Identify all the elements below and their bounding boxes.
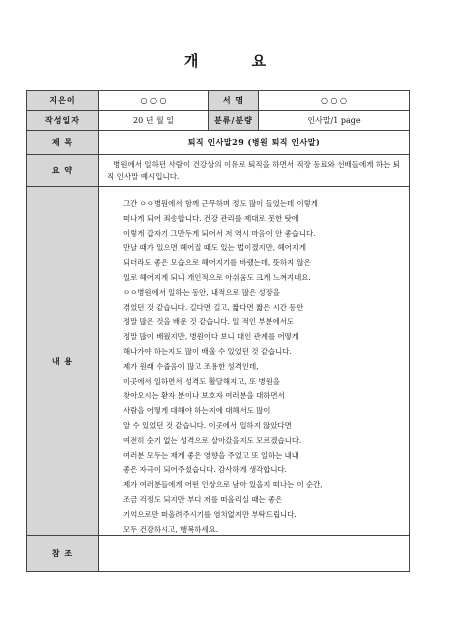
category-value: 인사말/1 page [259,111,410,131]
subject-row [27,131,410,155]
category-label: 분류/분량 [209,111,259,131]
content-line: 찾아오시는 환자 분이나 보호자 여러분을 대하면서 [123,391,285,401]
content-line: 이렇게 갑자기 그만두게 되어서 저 역시 마음이 안 좋습니다. [123,228,316,238]
date-label: 작성일자 [27,111,99,131]
content-line: ㅇㅇ병원에서 일하는 동안, 내적으로 많은 성장을 [123,287,280,297]
author-value: ○ ○ ○ [99,91,209,111]
content-line: 해나가야 하는지도 많이 배울 수 있었던 것 같습니다. [123,346,292,356]
content-line: 제가 여러분들에게 어떤 인상으로 남아 있을지 떠나는 이 순간, [123,480,323,490]
content-line: 그간 ㅇㅇ병원에서 함께 근무하며 정도 많이 들었는데 이렇게 [123,199,318,208]
reference-row [27,536,410,572]
summary-row [27,155,410,187]
content-line: 사람을 어떻게 대해야 하는지에 대해서도 많이 [123,406,271,416]
document-title: 개 요 [183,52,291,70]
date-value: 20 년 월 일 [99,111,209,131]
summary-label: 요 약 [27,155,99,187]
date-row [27,111,410,131]
subject-value: 퇴직 인사말29 (병원 퇴직 인사말) [99,131,410,155]
content-line: 제가 원래 수줍음이 많고 조용한 성격인데, [123,361,259,371]
content-line: 모두 건강하시고, 행복하세요. [123,524,219,534]
content-line: 좋은 자극이 되어주셨습니다. 감사하게 생각합니다. [123,465,288,475]
content-label: 내 용 [27,187,99,536]
content-line: 이곳에서 일하면서 성격도 활달해지고, 또 병원을 [123,376,280,386]
content-line: 되더라도 좋은 모습으로 헤어지기를 바랬는데, 뜻하지 않은 [123,258,311,268]
content-line: 알 수 있었던 것 같습니다. 이곳에서 일하지 않았다면 [123,420,292,430]
name-label: 서 명 [209,91,259,111]
content-line: 정말 많은 것을 배운 것 같습니다. 일 적인 부분에서도 [123,317,295,327]
content-line: 만날 때가 있으면 헤어질 때도 있는 법이겠지만, 헤어지게 [123,243,307,253]
author-row [27,91,410,111]
content-line: 여러분 모두는 제게 좋은 영향을 주었고 또 일하는 내내 [123,450,299,460]
reference-value [99,536,410,572]
content-line: 여전히 숫기 없는 성격으로 살아갔을지도 모르겠습니다. [123,435,302,445]
content-line: 조금 걱정도 되지만 부디 저를 떠올리실 때는 좋은 [123,494,283,504]
content-line: 일로 헤어지게 되니 개인적으로 아쉬움도 크게 느껴지네요. [123,272,311,282]
content-line: 겪었던 것 같습니다. 길다면 길고, 짧다면 짧은 시간 동안 [123,302,304,312]
content-line: 떠나게 되어 죄송합니다. 건강 관리를 제대로 못한 탓에 [123,213,299,223]
name-value: ○ ○ ○ [259,91,410,111]
content-text [99,187,409,535]
content-line: 정말 많이 배웠지만, 병원이다 보니 대인 관계를 어떻게 [123,332,299,342]
content-line: 기억으로만 떠올려주시기를 염치없지만 부탁드립니다. [123,509,297,519]
content-row [27,187,410,536]
author-label: 지은이 [27,91,99,111]
reference-label: 참 조 [27,536,99,572]
summary-form [26,90,410,572]
summary-text: 병원에서 일하던 사람이 건강상의 이유로 퇴직을 하면서 직장 동료와 선배들에게 하는 퇴직 인사말 예시입니다. [107,159,401,181]
subject-label: 제 목 [27,131,99,155]
